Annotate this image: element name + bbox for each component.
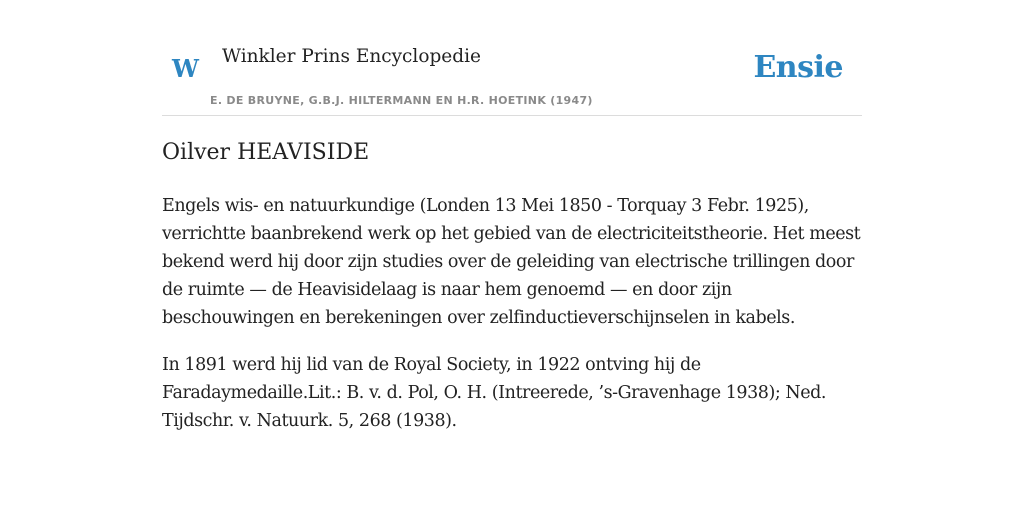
article-body bbox=[162, 192, 862, 454]
source-title: Winkler Prins Encyclopedie bbox=[222, 46, 481, 67]
ensie-brand-link[interactable]: Ensie bbox=[753, 50, 843, 85]
header-divider bbox=[162, 115, 862, 116]
source-authors: E. DE BRUYNE, G.B.J. HILTERMANN EN H.R. HOETINK (1947) bbox=[210, 94, 593, 107]
article-paragraph: Engels wis- en natuurkundige (Londen 13 Mei 1850 - Torquay 3 Febr. 1925), verrichtte baanbrekend werk op het gebied van de electriciteitstheorie. Het meest bekend werd hij door zijn studies over de geleiding van electrische trillingen door de ruimte — de Heavisidelaag is naar hem genoemd — en door zijn beschouwingen en berekeningen over zelfinductieverschijnselen in kabels. bbox=[162, 196, 861, 328]
article-paragraph: In 1891 werd hij lid van de Royal Society, in 1922 ontving hij de Faradaymedaille.Lit.: B. v. d. Pol, O. H. (Intreerede, ’s-Gravenhage 1938); Ned. Tijdschr. v. Natuurk. 5, 268 (1938). bbox=[162, 355, 827, 431]
source-logo-icon: W bbox=[172, 54, 199, 83]
article-title: Oilver HEAVISIDE bbox=[162, 140, 370, 165]
